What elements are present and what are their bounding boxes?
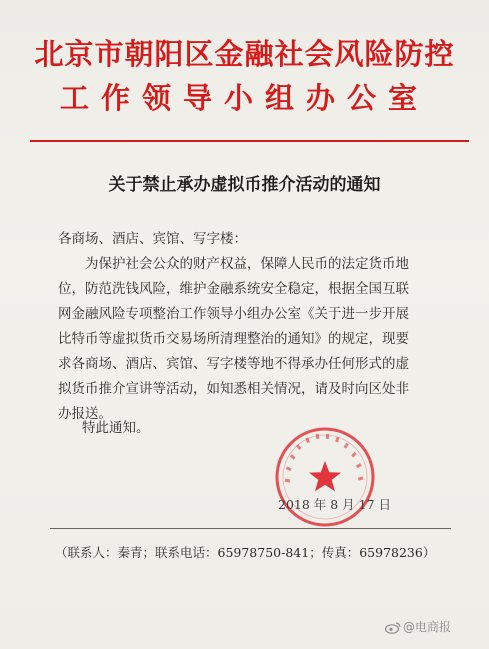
body-line: 拟货币推介宣讲等活动，如知悉相关情况，请及时向区处非: [58, 381, 409, 397]
issuer-header-line-1: 北京市朝阳区金融社会风险防控: [34, 37, 455, 71]
official-seal-stamp: [273, 425, 377, 529]
body-line: 网金融风险专项整治工作领导小组办公室《关于进一步开展: [58, 306, 409, 322]
watermark-text: @电商报: [403, 620, 452, 634]
issue-date: 2018 年 8 月 17 日: [278, 497, 392, 512]
body-line: 位，防范洗钱风险，维护金融系统安全稳定，根据全国互联: [58, 281, 409, 297]
notice-body: [58, 252, 458, 427]
closing-remark: 特此通知。: [82, 420, 150, 436]
bottom-divider: [50, 528, 451, 529]
salutation: 各商场、酒店、宾馆、写字楼：: [58, 231, 247, 247]
body-line: 求各商场、酒店、宾馆、写字楼等地不得承办任何形式的虚: [58, 356, 409, 372]
body-line: 为保护社会公众的财产权益，保障人民币的法定货币地: [85, 256, 409, 272]
contact-info: （联系人：秦青；联系电话：65978750-841；传真：65978236）: [55, 545, 436, 560]
body-line: 办报送。: [58, 406, 112, 422]
watermark: [385, 618, 451, 635]
issuer-header-line-2: 工作领导小组办公室: [59, 81, 429, 115]
red-divider: [30, 140, 469, 142]
weibo-icon: [385, 621, 401, 634]
notice-title: 关于禁止承办虚拟币推介活动的通知: [108, 175, 381, 195]
body-line: 比特币等虚拟货币交易场所清理整治的通知》的规定，现要: [58, 331, 409, 347]
